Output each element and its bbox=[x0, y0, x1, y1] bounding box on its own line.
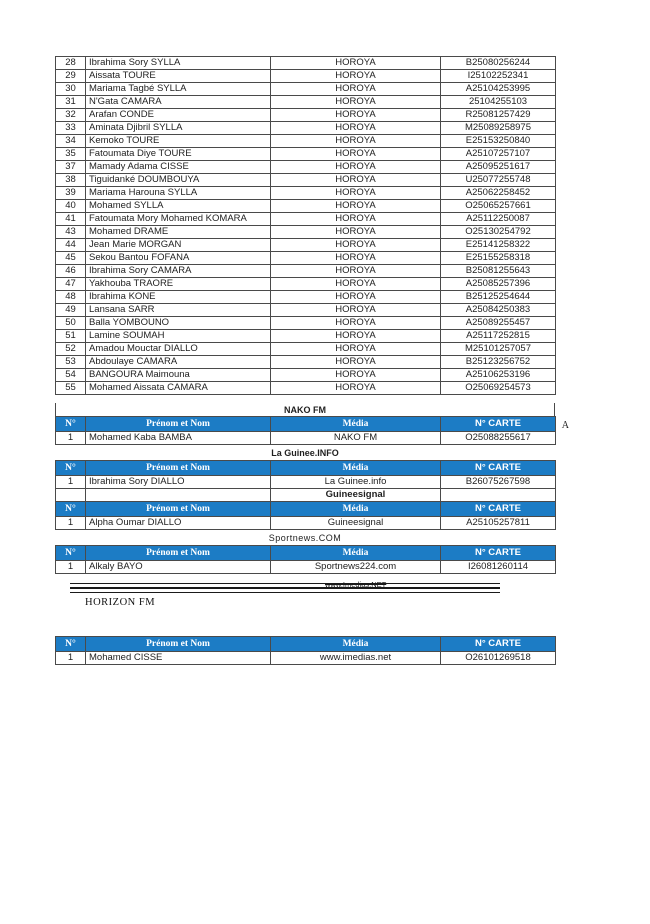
member-card-number: A25106253196 bbox=[441, 369, 556, 382]
header-carte: N° CARTE bbox=[441, 502, 556, 517]
member-media: HOROYA bbox=[271, 382, 441, 395]
section-title-nako-fm: NAKO FM bbox=[55, 403, 555, 416]
table-row bbox=[56, 291, 556, 304]
table-row bbox=[56, 213, 556, 226]
empty-cell bbox=[86, 489, 271, 502]
row-number: 43 bbox=[56, 226, 86, 239]
table-row bbox=[56, 278, 556, 291]
section-title-horizon-fm: HORIZON FM bbox=[85, 597, 156, 608]
header-name: Prénom et Nom bbox=[86, 461, 271, 476]
row-number: 28 bbox=[56, 57, 86, 70]
member-card-number: A25084250383 bbox=[441, 304, 556, 317]
table-row bbox=[56, 652, 556, 665]
la-guinee-guineesignal-table bbox=[55, 460, 556, 530]
member-name: Ibrahima KONE bbox=[86, 291, 271, 304]
member-card-number: A25117252815 bbox=[441, 330, 556, 343]
table-header-row bbox=[56, 502, 556, 517]
table-header-row bbox=[56, 637, 556, 652]
member-card-number: A25107257107 bbox=[441, 148, 556, 161]
table-row bbox=[56, 382, 556, 395]
empty-cell bbox=[56, 489, 86, 502]
member-name: Lamine SOUMAH bbox=[86, 330, 271, 343]
member-media: HOROYA bbox=[271, 135, 441, 148]
member-card-number: A25105257811 bbox=[441, 517, 556, 530]
member-name: Ibrahima Sory CAMARA bbox=[86, 265, 271, 278]
member-card-number: B26075267598 bbox=[441, 476, 556, 489]
table-row bbox=[56, 317, 556, 330]
table-row bbox=[56, 304, 556, 317]
table-row bbox=[56, 148, 556, 161]
member-media: HOROYA bbox=[271, 148, 441, 161]
empty-cell bbox=[441, 489, 556, 502]
table-header-row bbox=[56, 417, 556, 432]
member-card-number: A25089255457 bbox=[441, 317, 556, 330]
member-media: HOROYA bbox=[271, 343, 441, 356]
member-card-number: B25123256752 bbox=[441, 356, 556, 369]
member-card-number: 25104255103 bbox=[441, 96, 556, 109]
header-num: N° bbox=[56, 417, 86, 432]
member-card-number: A25085257396 bbox=[441, 278, 556, 291]
member-media: HOROYA bbox=[271, 70, 441, 83]
member-media: HOROYA bbox=[271, 278, 441, 291]
member-media: HOROYA bbox=[271, 187, 441, 200]
row-number: 48 bbox=[56, 291, 86, 304]
table-row bbox=[56, 70, 556, 83]
header-num: N° bbox=[56, 546, 86, 561]
member-card-number: O26101269518 bbox=[441, 652, 556, 665]
row-number: 50 bbox=[56, 317, 86, 330]
member-media: HOROYA bbox=[271, 252, 441, 265]
table-row bbox=[56, 369, 556, 382]
table-row bbox=[56, 161, 556, 174]
member-media: HOROYA bbox=[271, 83, 441, 96]
member-card-number: B25081255643 bbox=[441, 265, 556, 278]
member-media: HOROYA bbox=[271, 96, 441, 109]
member-media: HOROYA bbox=[271, 122, 441, 135]
member-card-number: I26081260114 bbox=[441, 561, 556, 574]
member-name: Jean Marie MORGAN bbox=[86, 239, 271, 252]
header-carte: N° CARTE bbox=[441, 461, 556, 476]
member-media: HOROYA bbox=[271, 330, 441, 343]
member-media: HOROYA bbox=[271, 213, 441, 226]
member-name: Aminata Djibril SYLLA bbox=[86, 122, 271, 135]
table-row bbox=[56, 330, 556, 343]
member-card-number: O25069254573 bbox=[441, 382, 556, 395]
member-card-number: I25102252341 bbox=[441, 70, 556, 83]
member-media: La Guinee.info bbox=[271, 476, 441, 489]
member-name: Fatoumata Diye TOURE bbox=[86, 148, 271, 161]
imedias-table bbox=[55, 636, 556, 665]
member-media: Sportnews224.com bbox=[271, 561, 441, 574]
imedias-divider bbox=[70, 580, 500, 593]
row-number: 53 bbox=[56, 356, 86, 369]
guineesignal-title-row bbox=[56, 489, 556, 502]
member-card-number: B25125254644 bbox=[441, 291, 556, 304]
member-card-number: O25065257661 bbox=[441, 200, 556, 213]
member-card-number: U25077255748 bbox=[441, 174, 556, 187]
table-row bbox=[56, 200, 556, 213]
header-media: Média bbox=[271, 637, 441, 652]
table-row bbox=[56, 265, 556, 278]
member-name: Alkaly BAYO bbox=[86, 561, 271, 574]
section-title-guineesignal: Guineesignal bbox=[271, 489, 441, 502]
table-header-row bbox=[56, 546, 556, 561]
member-name: N'Gata CAMARA bbox=[86, 96, 271, 109]
member-name: Mohamed DRAME bbox=[86, 226, 271, 239]
row-number: 1 bbox=[56, 561, 86, 574]
header-name: Prénom et Nom bbox=[86, 502, 271, 517]
table-row bbox=[56, 239, 556, 252]
margin-annotation-a: A bbox=[561, 420, 569, 431]
table-row bbox=[56, 252, 556, 265]
table-row bbox=[56, 83, 556, 96]
table-row bbox=[56, 57, 556, 70]
member-media: HOROYA bbox=[271, 226, 441, 239]
nako-fm-section bbox=[55, 403, 569, 445]
member-name: Balla YOMBOUNO bbox=[86, 317, 271, 330]
member-media: HOROYA bbox=[271, 304, 441, 317]
member-name: Ibrahima Sory DIALLO bbox=[86, 476, 271, 489]
member-media: HOROYA bbox=[271, 109, 441, 122]
member-media: NAKO FM bbox=[271, 432, 441, 445]
table-row bbox=[56, 476, 556, 489]
document-page bbox=[55, 56, 569, 665]
member-media: HOROYA bbox=[271, 369, 441, 382]
table-row bbox=[56, 343, 556, 356]
member-name: Arafan CONDE bbox=[86, 109, 271, 122]
member-name: Fatoumata Mory Mohamed KOMARA bbox=[86, 213, 271, 226]
member-card-number: A25112250087 bbox=[441, 213, 556, 226]
header-media: Média bbox=[271, 546, 441, 561]
header-carte: N° CARTE bbox=[441, 417, 556, 432]
horoya-members-table bbox=[55, 56, 556, 395]
member-card-number: E25155258318 bbox=[441, 252, 556, 265]
table-row bbox=[56, 561, 556, 574]
member-card-number: A25104253995 bbox=[441, 83, 556, 96]
row-number: 1 bbox=[56, 517, 86, 530]
member-media: HOROYA bbox=[271, 239, 441, 252]
table-row bbox=[56, 135, 556, 148]
header-name: Prénom et Nom bbox=[86, 546, 271, 561]
row-number: 40 bbox=[56, 200, 86, 213]
member-media: HOROYA bbox=[271, 265, 441, 278]
member-media: HOROYA bbox=[271, 317, 441, 330]
row-number: 37 bbox=[56, 161, 86, 174]
member-name: Mohamed Kaba BAMBA bbox=[86, 432, 271, 445]
member-name: Alpha Oumar DIALLO bbox=[86, 517, 271, 530]
table-row bbox=[56, 122, 556, 135]
member-name: Abdoulaye CAMARA bbox=[86, 356, 271, 369]
header-name: Prénom et Nom bbox=[86, 637, 271, 652]
table-row bbox=[56, 174, 556, 187]
row-number: 52 bbox=[56, 343, 86, 356]
member-name: Mohamed CISSE bbox=[86, 652, 271, 665]
section-title-la-guinee-info: La Guinee.INFO bbox=[271, 448, 339, 458]
row-number: 54 bbox=[56, 369, 86, 382]
member-media: www.imedias.net bbox=[271, 652, 441, 665]
member-media: HOROYA bbox=[271, 174, 441, 187]
row-number: 1 bbox=[56, 476, 86, 489]
member-card-number: E25141258322 bbox=[441, 239, 556, 252]
member-card-number: O25130254792 bbox=[441, 226, 556, 239]
member-name: Lansana SARR bbox=[86, 304, 271, 317]
member-name: Mariama Tagbé SYLLA bbox=[86, 83, 271, 96]
row-number: 38 bbox=[56, 174, 86, 187]
double-rule bbox=[70, 588, 500, 593]
row-number: 44 bbox=[56, 239, 86, 252]
table-row bbox=[56, 96, 556, 109]
row-number: 30 bbox=[56, 83, 86, 96]
member-card-number: A25095251617 bbox=[441, 161, 556, 174]
row-number: 1 bbox=[56, 652, 86, 665]
table-row bbox=[56, 109, 556, 122]
row-number: 41 bbox=[56, 213, 86, 226]
header-media: Média bbox=[271, 502, 441, 517]
row-number: 33 bbox=[56, 122, 86, 135]
table-row bbox=[56, 226, 556, 239]
row-number: 31 bbox=[56, 96, 86, 109]
row-number: 45 bbox=[56, 252, 86, 265]
header-num: N° bbox=[56, 637, 86, 652]
header-name: Prénom et Nom bbox=[86, 417, 271, 432]
header-media: Média bbox=[271, 417, 441, 432]
member-name: Sekou Bantou FOFANA bbox=[86, 252, 271, 265]
member-media: HOROYA bbox=[271, 200, 441, 213]
header-carte: N° CARTE bbox=[441, 546, 556, 561]
nako-fm-table bbox=[55, 416, 556, 445]
section-title-sportnews: Sportnews.COM bbox=[268, 533, 342, 543]
header-media: Média bbox=[271, 461, 441, 476]
member-card-number: R25081257429 bbox=[441, 109, 556, 122]
member-card-number: E25153250840 bbox=[441, 135, 556, 148]
row-number: 35 bbox=[56, 148, 86, 161]
row-number: 34 bbox=[56, 135, 86, 148]
table-header-row bbox=[56, 461, 556, 476]
row-number: 1 bbox=[56, 432, 86, 445]
row-number: 46 bbox=[56, 265, 86, 278]
member-media: HOROYA bbox=[271, 161, 441, 174]
member-name: Amadou Mouctar DIALLO bbox=[86, 343, 271, 356]
member-card-number: M25089258975 bbox=[441, 122, 556, 135]
sportnews-table bbox=[55, 545, 556, 574]
member-card-number: O25088255617 bbox=[441, 432, 556, 445]
member-card-number: A25062258452 bbox=[441, 187, 556, 200]
member-media: Guineesignal bbox=[271, 517, 441, 530]
member-name: BANGOURA Maimouna bbox=[86, 369, 271, 382]
row-number: 39 bbox=[56, 187, 86, 200]
row-number: 29 bbox=[56, 70, 86, 83]
member-name: Tiguidanké DOUMBOUYA bbox=[86, 174, 271, 187]
header-num: N° bbox=[56, 461, 86, 476]
member-media: HOROYA bbox=[271, 291, 441, 304]
row-number: 49 bbox=[56, 304, 86, 317]
member-name: Aissata TOURE bbox=[86, 70, 271, 83]
member-card-number: M25101257057 bbox=[441, 343, 556, 356]
row-number: 47 bbox=[56, 278, 86, 291]
table-row bbox=[56, 356, 556, 369]
table-row bbox=[56, 517, 556, 530]
row-number: 55 bbox=[56, 382, 86, 395]
member-name: Mohamed SYLLA bbox=[86, 200, 271, 213]
table-row bbox=[56, 187, 556, 200]
member-name: Mamady Adama CISSE bbox=[86, 161, 271, 174]
member-name: Yakhouba TRAORE bbox=[86, 278, 271, 291]
header-carte: N° CARTE bbox=[441, 637, 556, 652]
header-num: N° bbox=[56, 502, 86, 517]
member-name: Ibrahima Sory SYLLA bbox=[86, 57, 271, 70]
member-card-number: B25080256244 bbox=[441, 57, 556, 70]
member-name: Mariama Harouna SYLLA bbox=[86, 187, 271, 200]
row-number: 32 bbox=[56, 109, 86, 122]
member-name: Mohamed Aissata CAMARA bbox=[86, 382, 271, 395]
imedias-strike-text: www.Imedias.NET bbox=[325, 580, 387, 589]
table-row bbox=[56, 432, 556, 445]
member-media: HOROYA bbox=[271, 356, 441, 369]
member-media: HOROYA bbox=[271, 57, 441, 70]
member-name: Kemoko TOURE bbox=[86, 135, 271, 148]
row-number: 51 bbox=[56, 330, 86, 343]
